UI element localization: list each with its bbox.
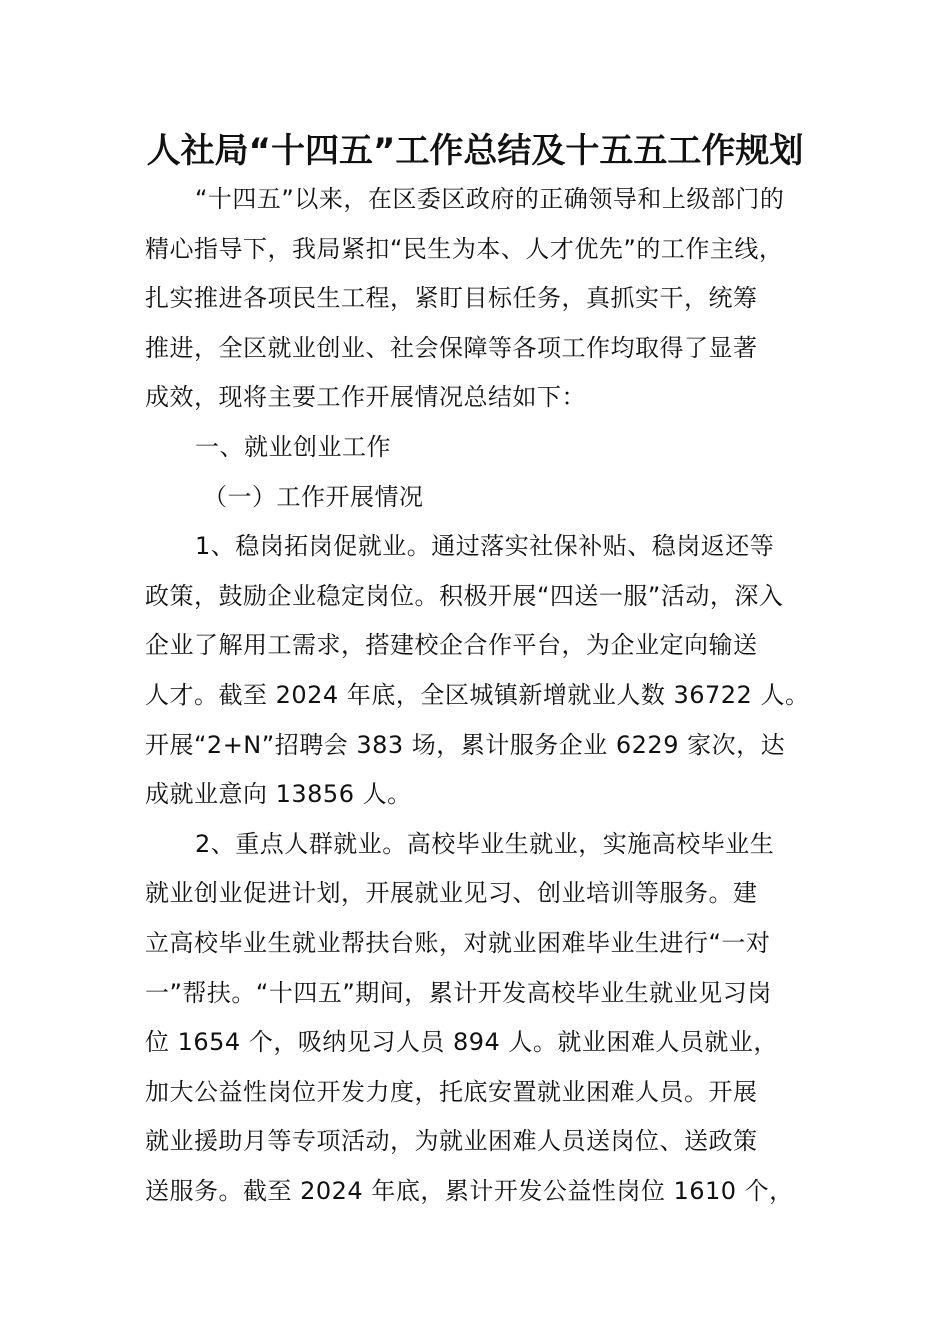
paragraph-line: 扎实推进各项民生工程，紧盯目标任务，真抓实干，统筹 bbox=[145, 284, 758, 313]
paragraph-line: 人才。截至 2024 年底，全区城镇新增就业人数 36722 人。 bbox=[145, 680, 810, 709]
paragraph-line: 2、重点人群就业。高校毕业生就业，实施高校毕业生 bbox=[195, 829, 775, 858]
paragraph-line: 成就业意向 13856 人。 bbox=[145, 780, 412, 809]
paragraph-line: 加大公益性岗位开发力度，托底安置就业困难人员。开展 bbox=[145, 1077, 758, 1106]
paragraph-line: 就业援助月等专项活动，为就业困难人员送岗位、送政策 bbox=[145, 1127, 758, 1156]
paragraph-line: 推进，全区就业创业、社会保障等各项工作均取得了显著 bbox=[145, 333, 758, 362]
paragraph-line: 企业了解用工需求，搭建校企合作平台，为企业定向输送 bbox=[145, 631, 758, 660]
document-title: 人社局“十四五”工作总结及十五五工作规划 bbox=[146, 131, 804, 171]
paragraph-line: 就业创业促进计划，开展就业见习、创业培训等服务。建 bbox=[145, 879, 758, 908]
paragraph-line: 立高校毕业生就业帮扶台账，对就业困难毕业生进行“一对 bbox=[145, 928, 771, 957]
paragraph-line: “十四五”以来，在区委区政府的正确领导和上级部门的 bbox=[195, 185, 785, 213]
paragraph-line: 成效，现将主要工作开展情况总结如下： bbox=[145, 383, 586, 412]
paragraph-line: 位 1654 个，吸纳见习人员 894 人。就业困难人员就业， bbox=[145, 1028, 778, 1057]
paragraph-line: 1、稳岗拓岗促就业。通过落实社保补贴、稳岗返还等 bbox=[195, 532, 775, 561]
paragraph-line: 精心指导下，我局紧扣“民生为本、人才优先”的工作主线， bbox=[145, 234, 784, 263]
section-heading: 一、就业创业工作 bbox=[195, 432, 391, 461]
paragraph-line: 政策，鼓励企业稳定岗位。积极开展“四送一服”活动，深入 bbox=[145, 581, 784, 610]
subsection-heading: （一）工作开展情况 bbox=[203, 482, 424, 511]
paragraph-line: 送服务。截至 2024 年底，累计开发公益性岗位 1610 个， bbox=[145, 1176, 794, 1205]
paragraph-line: 开展“2+N”招聘会 383 场，累计服务企业 6229 家次，达 bbox=[145, 730, 786, 759]
paragraph-line: 一”帮扶。“十四五”期间，累计开发高校毕业生就业见习岗 bbox=[145, 978, 772, 1007]
document-body bbox=[145, 175, 815, 1216]
